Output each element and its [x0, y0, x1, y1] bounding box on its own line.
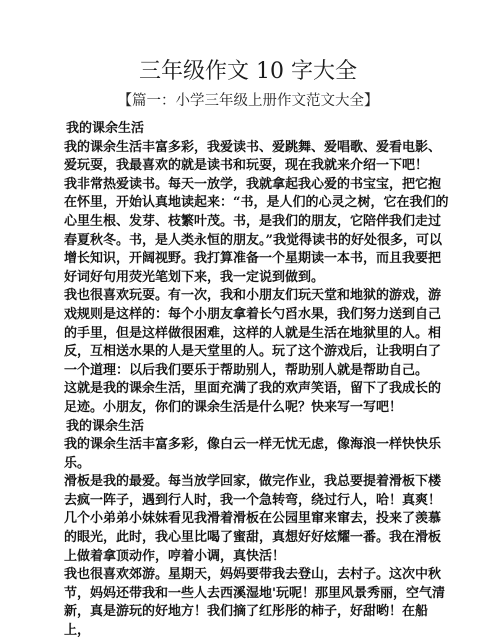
body-paragraph: 我的课余生活丰富多彩，像白云一样无忧无虑，像海浪一样快快乐乐。 — [64, 437, 442, 471]
body-paragraph: 我也很喜欢郊游。星期天，妈妈要带我去登山，去村子。这次中秋节，妈妈还带我和一些人去西溪湿地'玩呢！那里风景秀丽，空气清新，真是游玩的好地方！我们摘了红彤彤的柿子，好甜哟！在船上， — [64, 567, 445, 639]
body-paragraph: 我的课余生活丰富多彩，我爱读书、爱跳舞、爱唱歌、爱看电影、爱玩耍，我最喜欢的就是读书和玩耍，现在我就来介绍一下吧！ — [64, 139, 442, 174]
section-heading: 我的课余生活 — [66, 418, 145, 434]
body-paragraph: 我也很喜欢玩耍。有一次，我和小朋友们玩天堂和地狱的游戏，游戏规则是这样的：每个小朋友拿着长勺舀水果，我们努力送到自己的手里，但是这样做很困难，这样的人就是生活在地狱里的人。相反，互相送水果的人是天堂里的人。玩了这个游戏后，让我明白了一个道理：以后我们要乐于帮助别人，帮助别人就是帮助自己。 — [64, 288, 442, 378]
body-paragraph: 这就是我的课余生活，里面充满了我的欢声笑语，留下了我成长的足迹。小朋友，你们的课余生活是什么呢？快来写一写吧！ — [64, 381, 442, 415]
body-paragraph: 我非常热爱读书。每天一放学，我就拿起我心爱的书宝宝，把它抱在怀里，开始认真地读起来：“书，是人们的心灵之树，它在我们的心里生根、发芽、枝繁叶茂。书，是我们的朋友，它陪伴我们走过春夏秋冬。书，是人类永恒的朋友。”我觉得读书的好处很多，可以增长知识，开阔视野。我打算准备一个星期读一本书，而且我要把好词好句用荧光笔划下来，我一定说到做到。 — [64, 176, 449, 285]
document-title: 三年级作文 10 字大全 — [139, 59, 357, 84]
section-heading: 我的课余生活 — [66, 121, 145, 136]
body-paragraph: 滑板是我的最爱。每当放学回家，做完作业，我总要提着滑板下楼去疯一阵子，遇到行人时，我一个急转弯，绕过行人，哈！真爽！几个小弟弟小妹妹看见我滑着滑板在公园里窜来窜去，投来了羡慕的眼光，此时，我心里比喝了蜜甜，真想好好炫耀一番。我在滑板上做着拿顶动作，哼着小调，真快活！ — [64, 474, 442, 564]
document-subtitle: 【篇一：小学三年级上册作文范文大全】 — [117, 93, 379, 109]
document-body — [60, 120, 450, 641]
